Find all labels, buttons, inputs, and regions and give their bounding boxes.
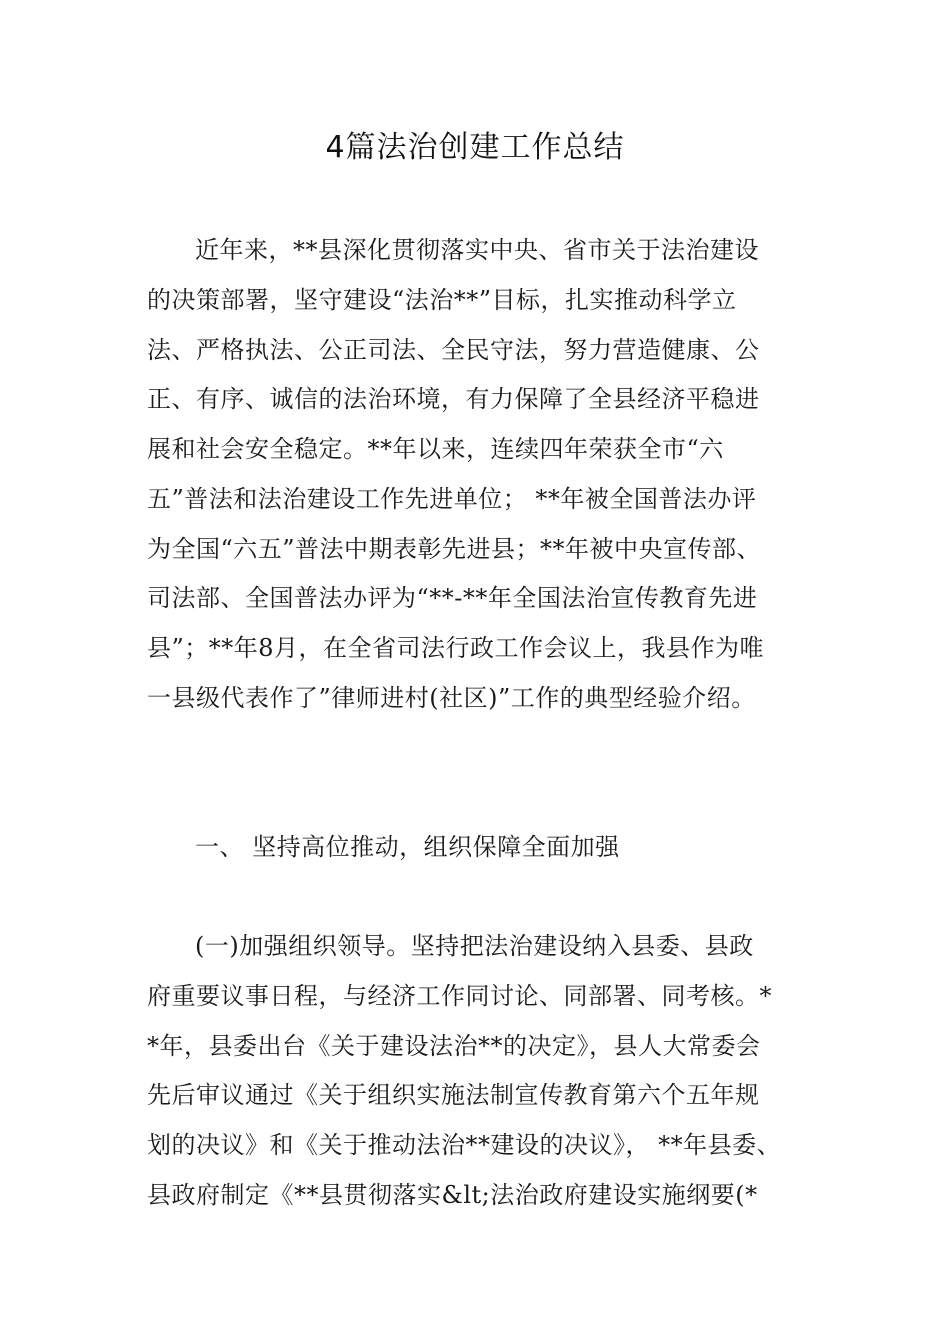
paragraph-line: *年，县委出台《关于建设法治**的决定》，县人大常委会 bbox=[147, 1032, 761, 1060]
paragraph-line: 司法部、全国普法办评为“**-**年全国法治宣传教育先进 bbox=[147, 584, 758, 612]
paragraph-line: 近年来，**县深化贯彻落实中央、省市关于法治建设 bbox=[195, 236, 759, 264]
paragraph-line: 为全国“六五”普法中期表彰先进县；**年被中央宣传部、 bbox=[147, 535, 762, 563]
paragraph-line: (一)加强组织领导。坚持把法治建设纳入县委、县政 bbox=[195, 932, 754, 960]
paragraph-line: 一县级代表作了”律师进村(社区)”工作的典型经验介绍。 bbox=[147, 684, 756, 712]
paragraph-line: 的决策部署，坚守建设“法治**”目标，扎实推动科学立 bbox=[147, 286, 737, 314]
paragraph-line: 正、有序、诚信的法治环境，有力保障了全县经济平稳进 bbox=[147, 385, 760, 413]
paragraph-line: 法、严格执法、公正司法、全民守法，努力营造健康、公 bbox=[147, 336, 760, 364]
paragraph-line: 五”普法和法治建设工作先进单位； **年被全国普法办评 bbox=[147, 485, 757, 513]
document-title: 4篇法治创建工作总结 bbox=[325, 130, 625, 165]
paragraph-line: 府重要议事日程，与经济工作同讨论、同部署、同考核。* bbox=[147, 982, 772, 1010]
paragraph-line: 展和社会安全稳定。**年以来，连续四年荣获全市“六 bbox=[147, 435, 724, 463]
paragraph-line: 先后审议通过《关于组织实施法制宣传教育第六个五年规 bbox=[147, 1081, 760, 1109]
section-heading: 一、 坚持高位推动，组织保障全面加强 bbox=[195, 833, 620, 861]
paragraph-line: 县”；**年8月，在全省司法行政工作会议上，我县作为唯 bbox=[147, 634, 765, 662]
paragraph-line: 县政府制定《**县贯彻落实&lt;法治政府建设实施纲要(* bbox=[147, 1181, 758, 1209]
paragraph-line: 划的决议》和《关于推动法治**建设的决议》， **年县委、 bbox=[147, 1131, 782, 1159]
